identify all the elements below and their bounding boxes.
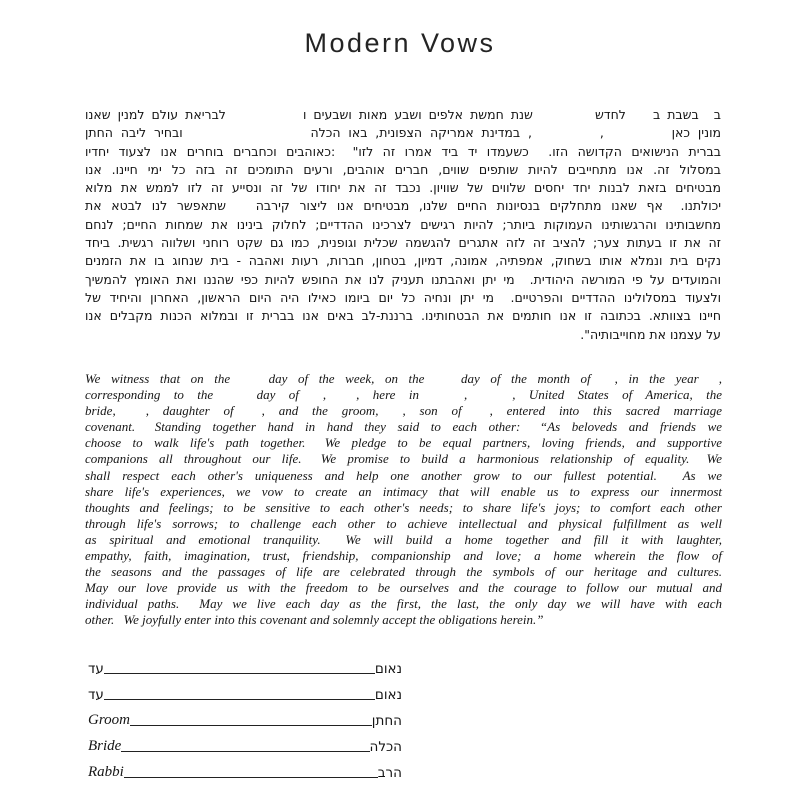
fill-in-blank (540, 118, 595, 119)
fill-in-blank (321, 543, 333, 544)
fill-in-blank (378, 414, 402, 415)
signature-label-right: הכלה (369, 738, 402, 755)
text-line: as spiritual and emotional tranquility. We will build a home together and fill it with laughter, (85, 531, 723, 547)
fill-in-blank (612, 136, 672, 137)
text-line: והמועדים על פי המורשה היהודית. מי יתן ואהבתנו תעניק לנו את החופש להיות כפי שהננו ואת האומץ להמשיך (85, 271, 721, 287)
fill-in-blank (657, 479, 671, 480)
signature-label-left: Rabbi (88, 764, 124, 780)
fill-in-blank (522, 283, 530, 284)
signature-section (88, 651, 402, 781)
fill-in-blank (467, 398, 512, 399)
signature-row (88, 677, 402, 703)
text-line: empathy, faith, imagination, trust, friendship, companionship and love; a home wherein the flow of (85, 548, 722, 564)
signature-line (130, 725, 372, 726)
signature-row (88, 651, 402, 677)
fill-in-blank (234, 414, 262, 415)
fill-in-blank (538, 155, 548, 156)
text-line: shall respect each other's uniqueness and help one another grow to our fullest potential. As we (85, 467, 722, 483)
text-line: corresponding to the day of , , here in , , United States of America, the (85, 387, 723, 403)
signature-line (104, 673, 375, 674)
fill-in-blank (302, 462, 310, 463)
text-line: bride, , daughter of , and the groom, , son of , entered into this sacred marriage (85, 403, 722, 419)
text-line: זה את זו בעתות צער; להציב זה לזה אתגרים להגשמה שכלית וגופנית, כמו גם שקט רוחני ושלווה רגשית. ביחד (85, 235, 721, 251)
text-line: companions all throughout our life. We promise to build a harmonious relationship of equality. We (85, 451, 722, 467)
signature-label-right: נאום (374, 660, 402, 677)
fill-in-blank (116, 414, 146, 415)
fill-in-blank (633, 118, 653, 119)
text-line: May our love provide us with the freedom to be ourselves and the courage to follow our mutual and (85, 580, 722, 596)
text-line: מונין כאן , , במדינת אמריקה הצפונית, באו הכלה ובחיר ליבה החתן (85, 125, 721, 141)
text-line: נקים בית ונמלא אותו בשחוק, אמפתיה, אמונה, דמיון, בטחון, חברות, רעות ואהבה - בית שנחוג בו את הזמנים (85, 253, 721, 269)
signature-label-left: Bride (88, 738, 122, 754)
fill-in-blank (233, 118, 303, 119)
text-line: בברית הנישואים הקדושה הזו. כשעמדו יד ביד אמרו זה לזו" :כאוהבים וכחברים בוחרים אנו לצעוד יחדיו (85, 143, 721, 159)
text-line: covenant. Standing together hand in hand they said to each other: “As beloveds and friends we (85, 419, 723, 435)
fill-in-blank (673, 209, 681, 210)
signature-label-right: החתן (371, 712, 402, 729)
fill-in-blank (114, 623, 120, 624)
fill-in-blank (699, 382, 719, 383)
text-line: the seasons and the passages of life are celebrated through the symbols of our heritage and cultures. (85, 564, 722, 580)
fill-in-blank (135, 430, 143, 431)
text-line: חיינו בצוותא. בכתובה זו אנו חותמים את הבטחותינו. ברננת-לב באים אנו בברית זו ובמלוא הכנות מקבלים אנו (85, 308, 721, 324)
text-line: ולצעוד במסלולינו ההדדיים והפרטיים. מי יתן ונחיה כל יום ביומו כאילו היה היום הראשון, האחרון והיחיד של (85, 289, 721, 305)
text-line: מבטיחים בזאת לבנות יחד יחסים שלווים של שוויון. נכבד זה את יחודו של זה ונסייע זה לזו לממש את מלוא (85, 180, 721, 196)
fill-in-blank (520, 430, 528, 431)
text-line: thoughts and feelings; to be sensitive to each other's needs; to share life's joys; to comfort each other (85, 499, 722, 515)
fill-in-blank (230, 382, 258, 383)
text-line: במסלול זה. אנו מתחייבים להיות שותפים שווים, חברים אוהבים, ורעים התומכים זה בזה כל ימי חיינו. אנו (85, 161, 721, 177)
fill-in-blank (299, 398, 323, 399)
fill-in-blank (326, 398, 356, 399)
signature-line (104, 699, 375, 700)
signature-line (121, 751, 369, 752)
text-line: מחשבותינו והרגשותינו העמוקות ביותר; להיות רגישים לצרכינו ההדדיים; לחלוק בינינו את שמחות החיים; לנחם (85, 216, 721, 232)
text-line: על עצמנו את מחוייבותיה". (580, 326, 721, 342)
fill-in-blank (706, 118, 714, 119)
signature-row (88, 729, 402, 755)
signature-label-right: נאום (374, 686, 402, 703)
fill-in-blank (689, 462, 695, 463)
fill-in-blank (179, 607, 189, 608)
text-line: choose to walk life's path together. We pledge to be equal partners, loving friends, and supportive (85, 435, 722, 451)
document-title: Modern Vows (304, 28, 496, 58)
text-line: other. We joyfully enter into this covenant and solemnly accept the obligations herein.” (85, 612, 544, 628)
fill-in-blank (503, 301, 511, 302)
fill-in-blank (191, 136, 311, 137)
text-line: We witness that on the day of the week, on the day of the month of , in the year , (85, 371, 722, 386)
fill-in-blank (540, 136, 600, 137)
text-line: individual paths. May we live each day as the first, the last, the only day we will have with each (85, 596, 722, 612)
text-line: share life's experiences, we vow to create an intimacy that will enable us to express our innermost (85, 483, 722, 499)
signature-label-left: עד (88, 660, 104, 677)
signature-row (88, 755, 402, 781)
fill-in-blank (305, 446, 313, 447)
signature-line (124, 777, 378, 778)
fill-in-blank (236, 209, 256, 210)
text-line: ב בשבת ב לחדש שנת חמשת אלפים ושבע מאות ושבעים ו לבריאת עולם למנין שאנו (85, 107, 722, 122)
signature-label-right: הרב (377, 764, 402, 781)
fill-in-blank (213, 398, 243, 399)
signature-row (88, 703, 402, 729)
fill-in-blank (591, 382, 615, 383)
fill-in-blank (424, 382, 450, 383)
fill-in-blank (462, 414, 490, 415)
english-text-block (85, 371, 722, 629)
signature-label-left: Groom (88, 712, 130, 728)
text-line: through life's sorrows; to challenge each other to achieve intellectual and physical fulfillment as well (85, 515, 722, 531)
fill-in-blank (345, 155, 353, 156)
hebrew-text-block (85, 106, 721, 344)
text-line: יכולתנו. אף שאנו מתחלקים בנסיונות החיים שלנו, מבטיחים אנו ליצור קירבה שתאפשר לנו לבטא את (85, 198, 722, 214)
signature-label-left: עד (88, 686, 104, 703)
fill-in-blank (419, 398, 464, 399)
